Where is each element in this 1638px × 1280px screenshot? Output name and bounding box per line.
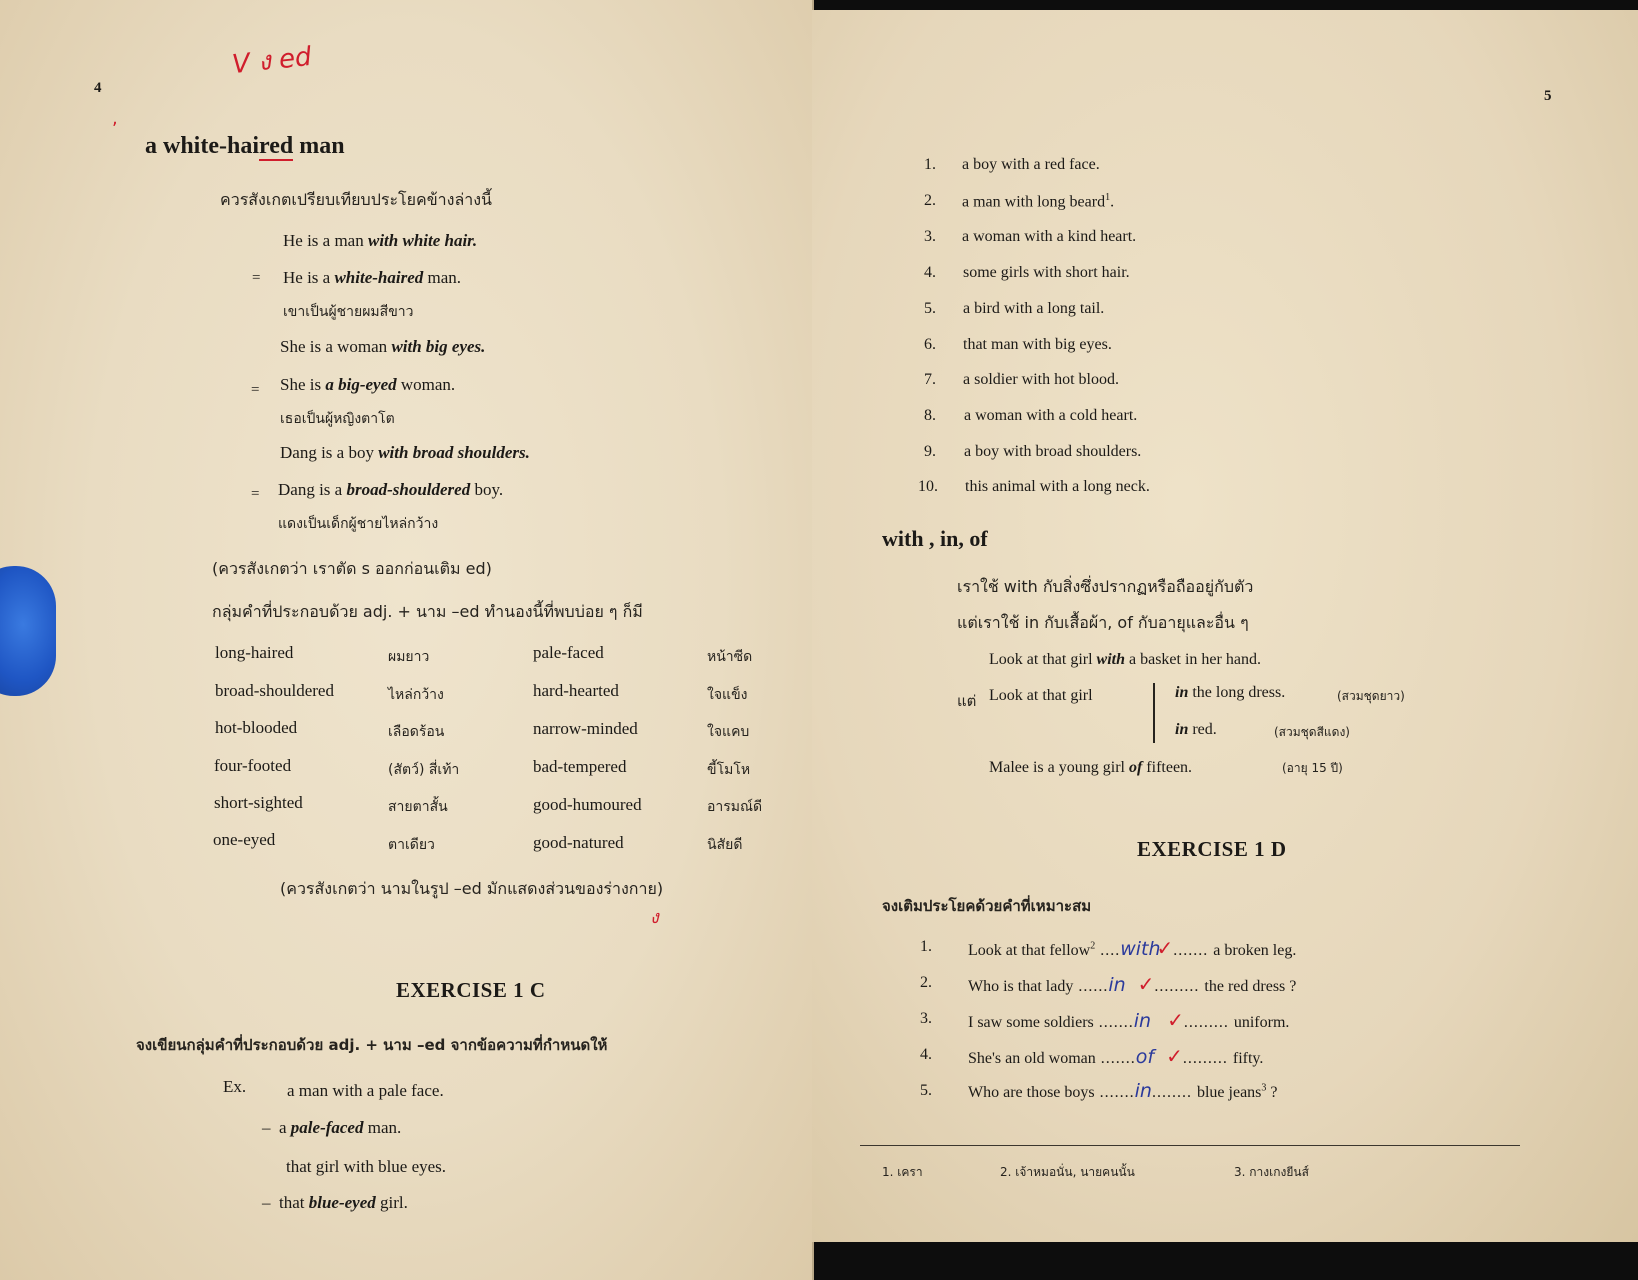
vocab-th: ไหล่กว้าง <box>388 687 444 703</box>
list-number: 6. <box>924 336 936 353</box>
exercise-number: 1. <box>920 938 932 955</box>
vocab-th: นิสัยดี <box>707 837 743 853</box>
example-thai: เขาเป็นผู้ชายผมสีขาว <box>283 304 414 320</box>
handwritten-answer: in <box>1134 1080 1152 1102</box>
list-item: a woman with a kind heart. <box>962 228 1137 245</box>
check-mark-icon: ✓ <box>1137 972 1155 996</box>
note-body-parts: (ควรสังเกตว่า นามในรูป –ed มักแสดงส่วนของร่างกาย) <box>280 879 664 898</box>
example-equivalent: She is a big-eyed woman. <box>280 375 456 394</box>
vocab-en: pale-faced <box>533 643 604 662</box>
list-item: that man with big eyes. <box>963 336 1112 353</box>
common-forms-intro: กลุ่มคำที่ประกอบด้วย adj. + นาม –ed ทำนองนี้ที่พบบ่อย ๆ ก็มี <box>212 602 643 621</box>
section-title: with , in, of <box>882 526 988 551</box>
handwritten-answer: of <box>1135 1046 1155 1068</box>
vocab-th: ใจแข็ง <box>707 687 748 703</box>
right-page <box>812 10 1638 1242</box>
list-item: a bird with a long tail. <box>963 300 1105 317</box>
vocab-en: bad-tempered <box>533 757 627 776</box>
ex-label: Ex. <box>223 1077 247 1096</box>
blue-page-tab <box>0 566 56 696</box>
handwritten-answer: in <box>1108 974 1126 996</box>
rule-with: เราใช้ with กับสิ่งซึ่งปรากฏหรือถืออยู่กับตัว <box>957 577 1254 596</box>
list-item: this animal with a long neck. <box>965 478 1150 495</box>
vocab-th: (สัตว์) สี่เท้า <box>388 762 460 778</box>
list-item: a man with long beard$^1$. <box>962 192 1115 211</box>
exercise-number: 4. <box>920 1046 932 1063</box>
exercise-sentence: I saw some soldiers .......in ✓......... uniform. <box>968 1008 1290 1032</box>
exercise-sentence: Who is that lady ......in ✓......... the red dress ? <box>968 972 1297 996</box>
exercise-number: 2. <box>920 974 932 991</box>
example-in: Look at that girl <box>989 687 1093 704</box>
vocab-th: ผมยาว <box>388 649 430 665</box>
list-item: some girls with short hair. <box>963 264 1130 281</box>
exercise-sentence: Look at that fellow$^2$ ....with✓....... a broken leg. <box>968 936 1297 960</box>
vocab-en: short-sighted <box>214 793 303 812</box>
page-number: 4 <box>94 80 102 96</box>
example-of: Malee is a young girl of fifteen. <box>989 759 1193 776</box>
exercise-sentence: She's an old woman .......of ✓......... fifty. <box>968 1044 1264 1068</box>
vocab-en: broad-shouldered <box>215 681 334 700</box>
vocab-th: สายตาสั้น <box>388 799 448 815</box>
vocab-en: one-eyed <box>213 830 276 849</box>
ex-line: a man with a pale face. <box>287 1081 444 1100</box>
note-drop-s: (ควรสังเกตว่า เราตัด s ออกก่อนเติม ed) <box>212 559 492 578</box>
check-mark-icon: ✓ <box>1156 936 1174 960</box>
list-number: 10. <box>918 478 938 495</box>
list-item: a boy with broad shoulders. <box>964 443 1142 460</box>
vocab-en: narrow-minded <box>533 719 638 738</box>
title-underlined: red <box>259 133 294 159</box>
vocab-en: long-haired <box>215 643 294 662</box>
exercise-instruction: จงเติมประโยคด้วยคำที่เหมาะสม <box>882 897 1092 915</box>
handwritten-tick-mark: , <box>112 108 118 129</box>
equals-sign: = <box>251 486 260 502</box>
example-in-a-gloss: (สวมชุดยาว) <box>1337 689 1405 703</box>
example-sentence: Dang is a boy with broad shoulders. <box>280 443 530 462</box>
footnote: 3. กางเกงยีนส์ <box>1234 1165 1309 1179</box>
bracket-line <box>1153 683 1155 743</box>
list-number: 7. <box>924 371 936 388</box>
footnote: 2. เจ้าหมอนั่น, นายคนนั้น <box>1000 1165 1135 1179</box>
exercise-title: EXERCISE 1 D <box>1137 837 1287 861</box>
vocab-en: hard-hearted <box>533 681 619 700</box>
list-number: 1. <box>924 156 936 173</box>
handwritten-margin-mark: ง <box>650 907 659 928</box>
handwritten-margin-note: V ง ed <box>230 41 313 81</box>
example-with: Look at that girl with a basket in her hand. <box>989 651 1261 668</box>
example-in-b-gloss: (สวมชุดสีแดง) <box>1274 725 1350 739</box>
list-item: a boy with a red face. <box>962 156 1100 173</box>
handwritten-answer: in <box>1133 1010 1152 1032</box>
example-equivalent: He is a white-haired man. <box>283 268 462 287</box>
handwritten-answer: with <box>1120 938 1161 960</box>
footnote-divider <box>860 1145 1520 1146</box>
vocab-th: ใจแคบ <box>707 724 750 740</box>
list-item: a soldier with hot blood. <box>963 371 1119 388</box>
vocab-th: อารมณ์ดี <box>707 799 763 815</box>
vocab-th: หน้าซีด <box>707 649 753 665</box>
vocab-en: good-natured <box>533 833 624 852</box>
ex-line: – that blue-eyed girl. <box>262 1193 408 1212</box>
example-sentence: He is a man with white hair. <box>283 231 478 250</box>
exercise-number: 3. <box>920 1010 932 1027</box>
section-title: a white-haired man <box>145 133 345 159</box>
vocab-th: ขี้โมโห <box>707 762 751 778</box>
but-word: แต่ <box>957 692 977 710</box>
intro-text: ควรสังเกตเปรียบเทียบประโยคข้างล่างนี้ <box>220 190 492 209</box>
example-thai: แดงเป็นเด็กผู้ชายไหล่กว้าง <box>278 516 439 532</box>
vocab-th: เลือดร้อน <box>388 724 445 740</box>
exercise-title: EXERCISE 1 C <box>396 978 546 1002</box>
list-number: 4. <box>924 264 936 281</box>
ex-line: – a pale-faced man. <box>262 1118 402 1137</box>
list-number: 8. <box>924 407 936 424</box>
example-of-gloss: (อายุ 15 ปี) <box>1282 761 1343 775</box>
page-number: 5 <box>1544 88 1552 104</box>
example-in-b: in red. <box>1175 721 1217 738</box>
ex-line: that girl with blue eyes. <box>286 1157 447 1176</box>
equals-sign: = <box>252 270 261 286</box>
example-equivalent: Dang is a broad-shouldered boy. <box>278 480 504 499</box>
check-mark-icon: ✓ <box>1167 1008 1184 1032</box>
vocab-en: good-humoured <box>533 795 642 814</box>
list-number: 9. <box>924 443 936 460</box>
left-page <box>0 0 814 1280</box>
example-thai: เธอเป็นผู้หญิงตาโต <box>280 411 395 427</box>
list-number: 3. <box>924 228 936 245</box>
exercise-sentence: Who are those boys .......in........ blue jeans$^3$ ? <box>968 1080 1278 1102</box>
footnote: 1. เครา <box>882 1165 923 1179</box>
vocab-en: four-footed <box>214 756 292 775</box>
example-sentence: She is a woman with big eyes. <box>280 337 486 356</box>
list-number: 2. <box>924 192 936 209</box>
vocab-th: ตาเดียว <box>388 837 435 853</box>
vocab-en: hot-blooded <box>215 718 298 737</box>
equals-sign: = <box>251 382 260 398</box>
list-item: a woman with a cold heart. <box>964 407 1138 424</box>
check-mark-icon: ✓ <box>1166 1044 1183 1068</box>
rule-in-of: แต่เราใช้ in กับเสื้อผ้า, of กับอายุและอื่น ๆ <box>957 613 1249 632</box>
exercise-instruction: จงเขียนกลุ่มคำที่ประกอบด้วย adj. + นาม –ed จากข้อความที่กำหนดให้ <box>136 1036 608 1054</box>
example-in-a: in the long dress. <box>1175 684 1286 701</box>
list-number: 5. <box>924 300 936 317</box>
exercise-number: 5. <box>920 1082 932 1099</box>
